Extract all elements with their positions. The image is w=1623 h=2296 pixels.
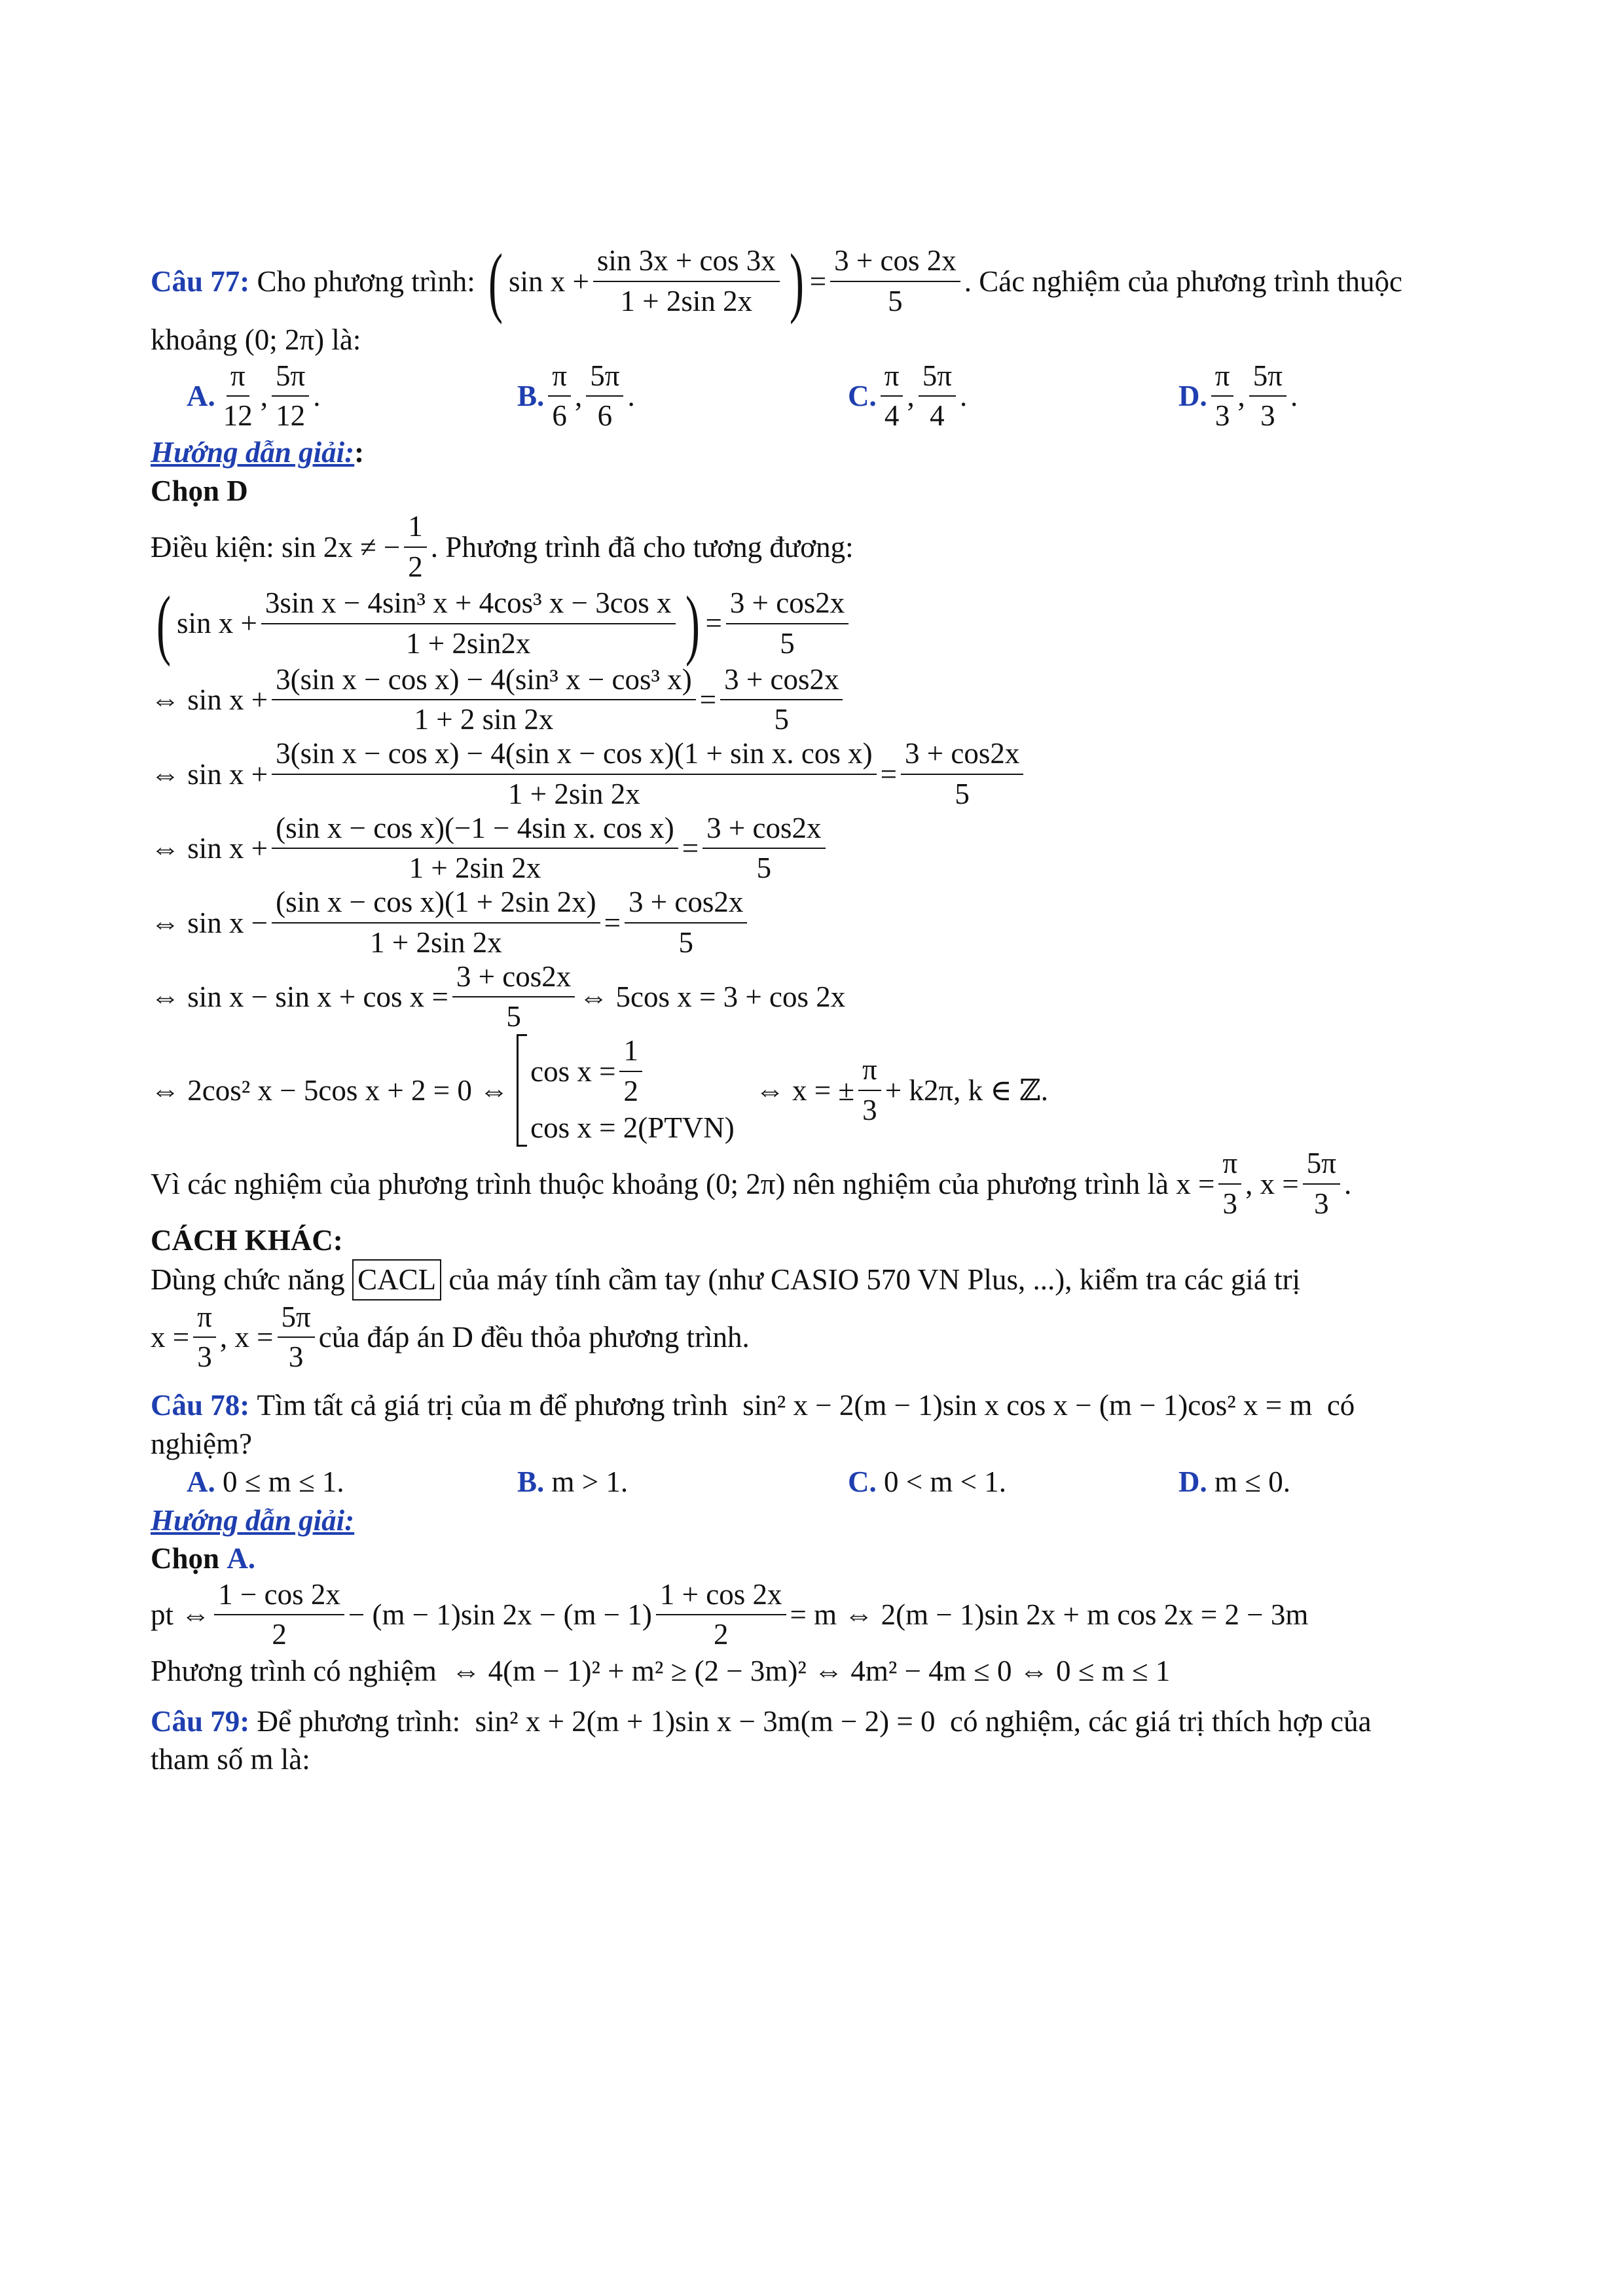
q77-step-4: ⇔ sin x + $\frac{\text{(sin x − cos x)(−1 − 4sin x. cos x)}}{1 + 2\sin 2x}$ = $\frac{3 + \cos 2x}{5}$ — [151, 812, 1473, 886]
step-left: ⇔ sin x + — [151, 832, 268, 865]
q77-eq-den: 1 + 2sin 2x — [620, 285, 753, 317]
q78-pt-num: 1 − cos 2x — [214, 1578, 344, 1616]
q77-step-2: ⇔ sin x + $\frac{\text{3(sin x − cos x) − 4(sin³ x − cos³ x)}}{1 + 2 \sin 2x}$ = $\frac{3 + \cos 2x}{5}$ — [151, 663, 1473, 738]
option-value: m ≤ 0. — [1214, 1465, 1290, 1498]
q77-choice: Chọn D — [151, 474, 248, 507]
q77-step-5: ⇔ sin x − $\frac{\text{(sin x − cos x)(1 + 2sin 2x)}}{1 + 2\sin 2x}$ = $\frac{3 + \cos 2x}{5}$ — [151, 886, 1473, 960]
q77-interval-line — [151, 321, 1473, 359]
option-den: 3 — [1260, 399, 1275, 433]
conclusion-num: 5π — [1303, 1147, 1340, 1185]
option-num: 5π — [586, 359, 623, 397]
q78-choice — [151, 1539, 1473, 1578]
q78-equation: sin² x − 2(m − 1)sin x cos x − (m − 1)cos² x = m — [742, 1389, 1313, 1422]
option-den: 6 — [597, 399, 613, 433]
step-num: (sin x − cos x)(1 + 2sin 2x) — [272, 886, 600, 924]
step-num: (sin x − cos x)(−1 − 4sin x. cos x) — [272, 812, 678, 850]
q77-step-7 — [151, 1034, 1473, 1147]
q77-intro: Cho phương trình: — [257, 264, 475, 298]
q77-condition — [151, 510, 1473, 584]
step-right-num: 3 + cos2x — [726, 586, 848, 624]
q77-interval: khoảng (0; 2π) là: — [151, 323, 361, 356]
q77-step-1: ( sin x + $\frac{\text{3sin x − 4sin³ x + 4cos³ x − 3cos x}}{1 + 2\sin 2x}$ ) = $\frac{3 + \cos 2x}{5}$ — [151, 584, 1473, 663]
q77-eq-right-num: 3 + cos 2x — [830, 244, 960, 282]
alt-text-b: của máy tính cầm tay (như CASIO 570 VN Plus, ...), kiểm tra các giá trị — [448, 1263, 1301, 1296]
q77-guide — [151, 433, 1473, 472]
step-left: ⇔ sin x + — [151, 683, 268, 716]
option-den: 4 — [930, 399, 945, 433]
option-num: π — [227, 359, 249, 397]
step-left: sin x + — [176, 607, 257, 640]
q77-cond-suffix: . Phương trình đã cho tương đương: — [430, 530, 854, 564]
q77-guide-title: Hướng dẫn giải: — [151, 436, 355, 469]
q77-options — [151, 359, 1509, 434]
step-num: 3(sin x − cos x) − 4(sin³ x − cos³ x) — [272, 663, 696, 701]
step-left: ⇔ sin x − — [151, 906, 268, 939]
step-right-den: 5 — [756, 852, 772, 885]
q77-cond-den: 2 — [408, 550, 423, 583]
step-mid: ⇔ x = ± — [755, 1073, 855, 1107]
q77-alt-values — [151, 1300, 1473, 1375]
q78-pt-tail: = m ⇔ 2(m − 1)sin 2x + m cos 2x = 2 − 3m — [790, 1598, 1309, 1631]
q78-label: Câu 78: — [151, 1389, 250, 1422]
q78-option-c[interactable] — [848, 1463, 1178, 1501]
option-letter: A. — [187, 1465, 215, 1498]
q78-options — [151, 1463, 1509, 1501]
option-num: π — [548, 359, 571, 397]
q79-tail: có nghiệm, các giá trị thích hợp của — [950, 1704, 1372, 1738]
q77-eq-left: sin x + — [508, 264, 589, 298]
cacl-box: CACL — [352, 1259, 441, 1300]
q78-cond-text: Phương trình có nghiệm — [151, 1655, 437, 1687]
step-num: 3sin x − 4sin³ x + 4cos³ x − 3cos x — [261, 586, 676, 624]
q77-option-c[interactable]: C. $\frac{\pi}{4}$ , $\frac{5\pi}{4}$ . — [848, 359, 968, 433]
option-num: π — [881, 359, 903, 397]
q79-statement — [151, 1702, 1473, 1741]
q77-eq-fraction — [593, 244, 780, 319]
q77-cond-prefix: Điều kiện: sin 2x ≠ − — [151, 530, 401, 564]
option-letter: C. — [848, 1465, 877, 1498]
q77-option-b[interactable]: B. $\frac{\pi}{6}$ , $\frac{5\pi}{6}$ . — [517, 359, 635, 433]
q77-option-a[interactable]: A. $\frac{\pi}{12}$ , $\frac{5\pi}{12}$ . — [187, 359, 321, 433]
q77-guide-colon: : — [354, 436, 365, 469]
option-letter: A. — [187, 380, 215, 412]
document-page — [151, 238, 1473, 1779]
option-den: 12 — [276, 399, 306, 433]
q78-condition — [151, 1652, 1473, 1691]
option-letter: D. — [1178, 1465, 1207, 1498]
q78-pt-den: 2 — [272, 1618, 287, 1651]
option-num: 5π — [272, 359, 309, 397]
q77-equation: ( sin x + $\frac{\sin 3x + \cos 3x}{1 + 2\sin 2x}$ ) = $\frac{3 + \cos 2x}{5}$ — [483, 242, 964, 321]
step-right-den: 5 — [506, 1000, 521, 1033]
case-bracket — [517, 1034, 735, 1147]
q78-tail: có — [1326, 1389, 1355, 1422]
step-right-num: 3 + cos2x — [452, 960, 575, 998]
q78-pt-den: 2 — [713, 1618, 729, 1651]
q78-text: Tìm tất cả giá trị của m để phương trình — [257, 1389, 728, 1422]
option-num: π — [1211, 359, 1234, 397]
step-left: ⇔ 2cos² x − 5cos x + 2 = 0 ⇔ — [151, 1073, 509, 1107]
alt-x2: , x = — [219, 1321, 274, 1354]
q77-eq-equals: = — [809, 264, 827, 298]
step-right-num: 3 + cos2x — [702, 812, 825, 850]
alt-num: 5π — [278, 1300, 315, 1338]
step-tail: + k2π, k ∈ ℤ. — [884, 1073, 1049, 1107]
step-den: 3 — [862, 1094, 877, 1126]
step-den: 1 + 2sin 2x — [370, 925, 502, 959]
option-den: 12 — [223, 399, 253, 433]
q78-choice-letter: A. — [227, 1542, 256, 1575]
q77-option-d[interactable]: D. $\frac{\pi}{3}$ , $\frac{5\pi}{3}$ . — [1178, 359, 1298, 433]
alt-text-a: Dùng chức năng — [151, 1263, 345, 1296]
q77-tail: . Các nghiệm của phương trình thuộc — [964, 264, 1403, 298]
q77-eq-right-den: 5 — [888, 285, 903, 317]
q77-step-6 — [151, 960, 1473, 1035]
q79-label: Câu 79: — [151, 1704, 250, 1738]
q78-cond-eq: ⇔ 4(m − 1)² + m² ≥ (2 − 3m)² ⇔ 4m² − 4m ≤ 0 ⇔ 0 ≤ m ≤ 1 — [451, 1655, 1171, 1687]
q77-eq-right-fraction — [830, 244, 960, 319]
q78-pt-num: 1 + cos 2x — [656, 1578, 786, 1616]
step-right-num: 3 + cos2x — [625, 886, 747, 924]
q77-step-3: ⇔ sin x + $\frac{\text{3(sin x − cos x) − 4(sin x − cos x)(1 + sin x. cos x)}}{1 + 2\sin 2x}$ = $\frac{3 + \cos 2x}{5}$ — [151, 737, 1473, 812]
option-den: 3 — [1214, 399, 1230, 433]
step-right-den: 5 — [955, 777, 970, 810]
alt-den: 3 — [288, 1340, 304, 1374]
option-value: m > 1. — [551, 1465, 629, 1498]
q78-pt-prefix: pt ⇔ — [151, 1598, 211, 1631]
conclusion-den: 3 — [1222, 1187, 1237, 1220]
step-right-den: 5 — [774, 703, 790, 736]
q77-cond-num: 1 — [404, 510, 427, 548]
q79-text: Để phương trình: — [257, 1704, 461, 1738]
case-1-num: 1 — [619, 1034, 642, 1072]
step-right-den: 5 — [780, 626, 795, 660]
q78-option-b[interactable] — [517, 1463, 848, 1501]
case-1-den: 2 — [623, 1074, 638, 1107]
alt-x1: x = — [151, 1321, 190, 1354]
step-right-num: 3 + cos2x — [901, 737, 1023, 775]
q77-alt-title: CÁCH KHÁC: — [151, 1223, 343, 1257]
option-den: 4 — [884, 399, 900, 433]
q78-option-d[interactable] — [1178, 1463, 1509, 1501]
step-right: ⇔ 5cos x = 3 + cos 2x — [579, 980, 846, 1013]
conclusion-den: 3 — [1314, 1187, 1329, 1220]
step-right-den: 5 — [678, 925, 693, 959]
q77-conclusion: Vì các nghiệm của phương trình thuộc khoảng (0; 2π) nên nghiệm của phương trình là x = $\frac{\pi}{3}$ , x = $\frac{5\pi}{3}$ . — [151, 1147, 1352, 1220]
q78-option-a[interactable] — [187, 1463, 517, 1501]
case-1-left: cos x = — [530, 1054, 616, 1088]
conclusion-text: Vì các nghiệm của phương trình thuộc khoảng (0; 2π) nên nghiệm của phương trình là — [151, 1167, 1169, 1200]
q79-equation: sin² x + 2(m + 1)sin x − 3m(m − 2) = 0 — [475, 1704, 936, 1738]
q77-label: Câu 77: — [151, 264, 250, 298]
q78-guide-title: Hướng dẫn giải: — [151, 1503, 355, 1537]
q77-eq-num: sin 3x + cos 3x — [593, 244, 780, 282]
step-den: 1 + 2 sin 2x — [414, 703, 554, 736]
option-value: 0 ≤ m ≤ 1. — [223, 1465, 344, 1498]
step-den: 1 + 2sin 2x — [409, 852, 541, 885]
alt-num: π — [193, 1300, 216, 1338]
q79-line2: tham số m là: — [151, 1743, 310, 1776]
step-left: ⇔ sin x + — [151, 757, 268, 791]
q77-alt-text — [151, 1259, 1473, 1300]
case-2: cos x = 2(PTVN) — [530, 1111, 735, 1144]
q78-solution — [151, 1578, 1473, 1653]
q78-choice-label: Chọn — [151, 1542, 220, 1575]
step-right-num: 3 + cos2x — [720, 663, 843, 701]
alt-tail: của đáp án D đều thỏa phương trình. — [318, 1321, 750, 1354]
q77-statement — [151, 238, 1473, 325]
q78-guide — [151, 1501, 1473, 1540]
conclusion-x2: , x = — [1245, 1167, 1299, 1200]
option-letter: D. — [1178, 380, 1207, 412]
option-letter: B. — [517, 1465, 545, 1498]
step-den: 1 + 2sin2x — [405, 626, 531, 660]
alt-den: 3 — [197, 1340, 212, 1374]
option-value: 0 < m < 1. — [884, 1465, 1007, 1498]
option-letter: C. — [848, 380, 877, 412]
conclusion-x1: x = — [1176, 1167, 1215, 1200]
conclusion-num: π — [1218, 1147, 1241, 1185]
option-num: 5π — [1249, 359, 1286, 397]
q78-statement — [151, 1386, 1473, 1425]
step-num: π — [858, 1053, 881, 1091]
step-den: 1 + 2sin 2x — [508, 777, 640, 810]
option-den: 6 — [552, 399, 567, 433]
option-letter: B. — [517, 380, 545, 412]
option-num: 5π — [919, 359, 956, 397]
step-num: 3(sin x − cos x) − 4(sin x − cos x)(1 + sin x. cos x) — [272, 737, 876, 775]
q78-line2: nghiệm? — [151, 1427, 252, 1460]
step-left: ⇔ sin x − sin x + cos x = — [151, 980, 448, 1013]
q78-pt-mid: − (m − 1)sin 2x − (m − 1) — [348, 1598, 652, 1631]
